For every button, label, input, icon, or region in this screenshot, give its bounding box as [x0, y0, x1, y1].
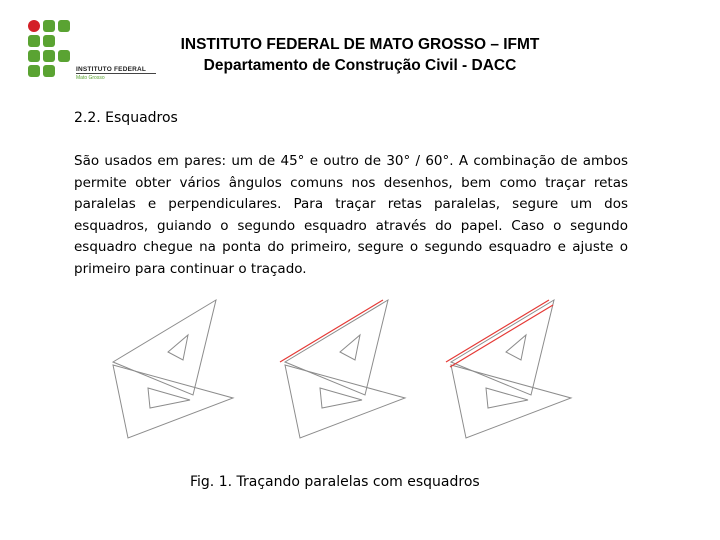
parallel-line-red [450, 305, 553, 367]
document-header [140, 34, 580, 76]
logo-squares-icon [28, 20, 74, 84]
section-title: 2.2. Esquadros [74, 110, 178, 126]
figure-panel-2 [280, 300, 405, 438]
parallel-line-red [280, 300, 383, 362]
figure-panel-1 [113, 300, 233, 438]
set-squares-figure [108, 290, 588, 450]
header-institution: INSTITUTO FEDERAL DE MATO GROSSO – IFMT [180, 36, 540, 53]
figure-panel-3 [446, 300, 571, 438]
logo-campus-name: Mato Grosso [76, 75, 105, 81]
logo-institution-name: INSTITUTO FEDERAL [76, 66, 147, 73]
parallel-line-red [446, 300, 549, 362]
figure-caption: Fig. 1. Traçando paralelas com esquadros [190, 474, 480, 490]
section-paragraph: São usados em pares: um de 45° e outro de 30° / 60°. A combinação de ambos permite obter vários ângulos comuns nos desenhos, bem como traçar retas paralelas e perpendiculares. Para traçar retas paralelas, segure um dos esquadros, guiando o segundo esquadro através do papel. Caso o segundo esquadro chegue na ponta do primeiro, segure o segundo esquadro e ajuste o primeiro para continuar o traçado. [74, 153, 628, 277]
header-department: Departamento de Construção Civil - DACC [203, 57, 517, 74]
